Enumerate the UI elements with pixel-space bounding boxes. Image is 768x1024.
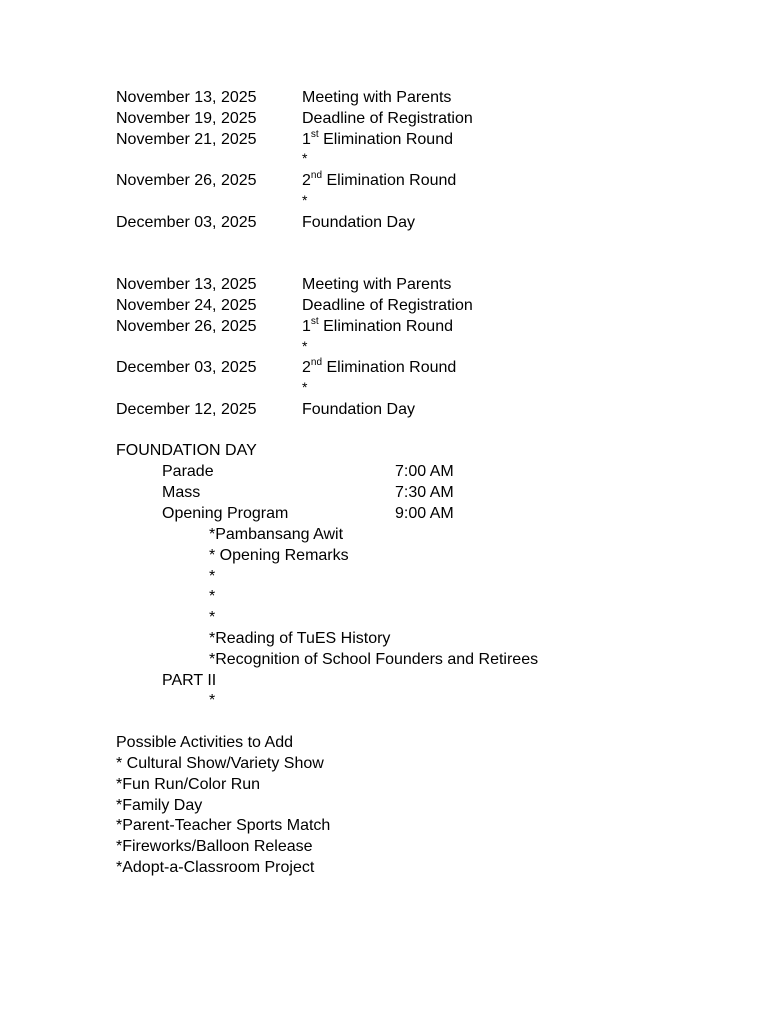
opening-program-item: * [209, 609, 216, 626]
event-ordinal-number: 1 [302, 318, 311, 335]
event-ordinal-suffix: st [310, 315, 319, 327]
schedule-1-event: Meeting with Parents [302, 89, 452, 106]
schedule-1-note: * [302, 150, 308, 166]
schedule-1-event: Deadline of Registration [302, 110, 473, 127]
event-ordinal-suffix: nd [310, 356, 323, 368]
schedule-2-event: Meeting with Parents [302, 276, 452, 293]
opening-program-item: *Reading of TuES History [209, 630, 391, 647]
event-ordinal-number: 2 [302, 172, 311, 189]
schedule-2-event: Deadline of Registration [302, 297, 473, 314]
activity-item: *Family Day [116, 797, 203, 814]
schedule-2-event: Foundation Day [302, 401, 415, 418]
schedule-2-date: December 03, 2025 [116, 359, 257, 376]
event-ordinal-number: 2 [302, 359, 311, 376]
schedule-1-event: Foundation Day [302, 214, 415, 231]
schedule-1-note: * [302, 192, 308, 208]
schedule-2-date: November 24, 2025 [116, 297, 257, 314]
event-name: Elimination Round [322, 172, 457, 189]
schedule-1-event [302, 129, 453, 150]
activity-item: *Parent-Teacher Sports Match [116, 817, 331, 834]
activity-item: *Fun Run/Color Run [116, 776, 261, 793]
schedule-1-event [302, 170, 456, 191]
event-ordinal-number: 1 [302, 131, 311, 148]
program-item-time: 7:30 AM [395, 484, 454, 501]
event-ordinal-suffix: nd [310, 169, 323, 181]
event-name: Elimination Round [318, 131, 453, 148]
part-two-label: PART II [162, 672, 217, 689]
program-item-time: 7:00 AM [395, 463, 454, 480]
program-item-name: Opening Program [162, 505, 289, 522]
opening-program-item: *Pambansang Awit [209, 526, 344, 543]
opening-program-item: * [209, 568, 216, 585]
opening-program-item: *Recognition of School Founders and Retirees [209, 651, 539, 668]
schedule-1-date: November 13, 2025 [116, 89, 257, 106]
schedule-1-date: November 21, 2025 [116, 131, 257, 148]
opening-program-item: * Opening Remarks [209, 547, 349, 564]
program-item-name: Mass [162, 484, 201, 501]
activity-item: * Cultural Show/Variety Show [116, 755, 324, 772]
schedule-2-date: November 26, 2025 [116, 318, 257, 335]
schedule-1-date: December 03, 2025 [116, 214, 257, 231]
event-name: Elimination Round [322, 359, 457, 376]
foundation-day-heading: FOUNDATION DAY [116, 442, 257, 459]
schedule-2-event [302, 357, 456, 378]
schedule-1-date: November 26, 2025 [116, 172, 257, 189]
possible-activities-heading: Possible Activities to Add [116, 734, 293, 751]
schedule-1-date: November 19, 2025 [116, 110, 257, 127]
activity-item: *Adopt-a-Classroom Project [116, 859, 315, 876]
program-item-name: Parade [162, 463, 214, 480]
opening-program-item: * [209, 588, 216, 605]
schedule-2-date: December 12, 2025 [116, 401, 257, 418]
schedule-2-event [302, 316, 453, 337]
event-name: Elimination Round [318, 318, 453, 335]
part-two-item: * [209, 692, 216, 709]
program-item-time: 9:00 AM [395, 505, 454, 522]
schedule-2-date: November 13, 2025 [116, 276, 257, 293]
event-ordinal-suffix: st [310, 128, 319, 140]
schedule-2-note: * [302, 338, 308, 354]
schedule-2-note: * [302, 379, 308, 395]
activity-item: *Fireworks/Balloon Release [116, 838, 313, 855]
